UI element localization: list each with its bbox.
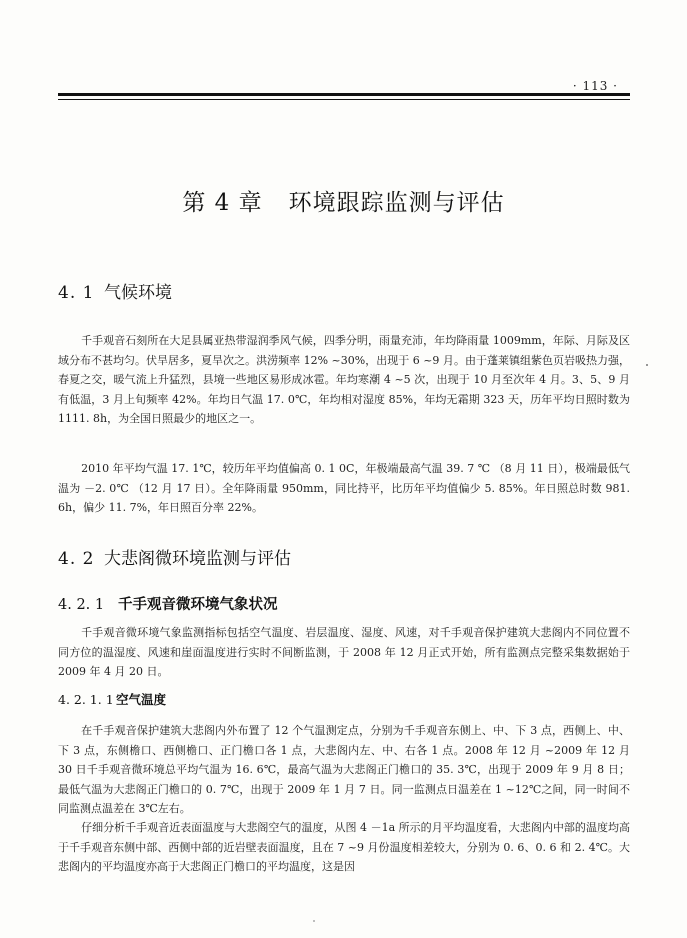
subsubsection-heading-4-2-1-1 xyxy=(58,690,166,708)
section-title: 大悲阁微环境监测与评估 xyxy=(104,549,291,569)
paragraph-microenvironment: 千手观音微环境气象监测指标包括空气温度、岩层温度、湿度、风速，对千手观音保护建筑大悲阁内不同位置不同方位的温湿度、风速和崖面温度进行实时不间断监测，于 2008 年 12 月正式开始，所有监测点完整采集数据始于 2009 年 4 月 20 日。 xyxy=(58,626,630,679)
scan-speck xyxy=(313,920,315,922)
paragraph-climate: 千手观音石刻所在大足县属亚热带湿润季风气候，四季分明，雨量充沛，年均降雨量 1009mm，年际、月际及区域分布不甚均匀。伏旱居多，夏旱次之。洪涝频率 12% ~30%，出现于 6 ~9 月。由于蓬莱镇组紫色页岩吸热力强，春夏之交，暖气流上升猛烈，县境一些地区易形成冰雹。年均寒潮 4 ~5 次，出现于 10 月至次年 4 月。3、5、9 月有低温，3 月上旬频率 42%。年均日气温 17. 0℃，年均相对湿度 85%，年均无霜期 323 天，历年平均日照时数为 1111. 8h，为全国日照最少的地区之一。 xyxy=(58,334,630,426)
subsubsection-title: 空气温度 xyxy=(116,692,167,707)
section-number: 4. 1 xyxy=(58,283,95,303)
header-rule-thin xyxy=(58,99,630,100)
section-number: 4. 2 xyxy=(58,549,95,569)
subsection-number: 4. 2. 1 xyxy=(58,597,105,613)
section-title: 气候环境 xyxy=(104,283,172,303)
chapter-number: 第 4 章 xyxy=(182,190,263,216)
scan-speck xyxy=(646,364,648,366)
paragraph-air-temperature: 在千手观音保护建筑大悲阁内外布置了 12 个气温测定点，分别为千手观音东侧上、中、下 3 点，西侧上、中、下 3 点，东侧檐口、西侧檐口、正门檐口各 1 点，大悲阁内左、中、右各 1 点。2008 年 12 月 ~2009 年 12 月 30 日千手观音微环境总平均气温为 16. 6℃，最高气温为大悲阁正门檐口的 35. 3℃，出现于 2009 年 9 月 8 日；最低气温为大悲阁正门檐口的 0. 7℃，出现于 2009 年 1 月 7 日。同一监测点日温差在 1 ~12℃之间，同一时间不同监测点温差在 3℃左右。 xyxy=(58,724,630,816)
section-heading-4-2 xyxy=(58,544,291,569)
header-rule-thick xyxy=(58,93,630,96)
chapter-heading xyxy=(0,184,687,217)
paragraph-temperature-analysis: 仔细分析千手观音近表面温度与大悲阁空气的温度，从图 4 －1a 所示的月平均温度看，大悲阁内中部的温度均高于千手观音东侧中部、西侧中部的近岩壁表面温度，且在 7 ~9 月份温度相差较大，分别为 0. 6、0. 6 和 2. 4℃。大悲阁内的平均温度亦高于大悲阁正门檐口的平均温度，这是因 xyxy=(58,821,630,874)
section-heading-4-1 xyxy=(58,278,172,303)
paragraph-2010-climate: 2010 年平均气温 17. 1℃，较历年平均值偏高 0. 1 0C，年极端最高气温 39. 7 ℃ （8 月 11 日），极端最低气温为 －2. 0℃ （12 月 17 日）。全年降雨量 950mm，同比持平，比历年平均值偏少 5. 85%。年日照总时数 981. 6h，偏少 11. 7%，年日照百分率 22%。 xyxy=(58,462,630,515)
subsubsection-number: 4. 2. 1. 1 xyxy=(58,692,114,707)
page-number: · 113 · xyxy=(572,79,618,93)
subsection-heading-4-2-1 xyxy=(58,593,278,614)
subsection-title: 千手观音微环境气象状况 xyxy=(118,597,278,613)
chapter-title: 环境跟踪监测与评估 xyxy=(288,190,505,216)
